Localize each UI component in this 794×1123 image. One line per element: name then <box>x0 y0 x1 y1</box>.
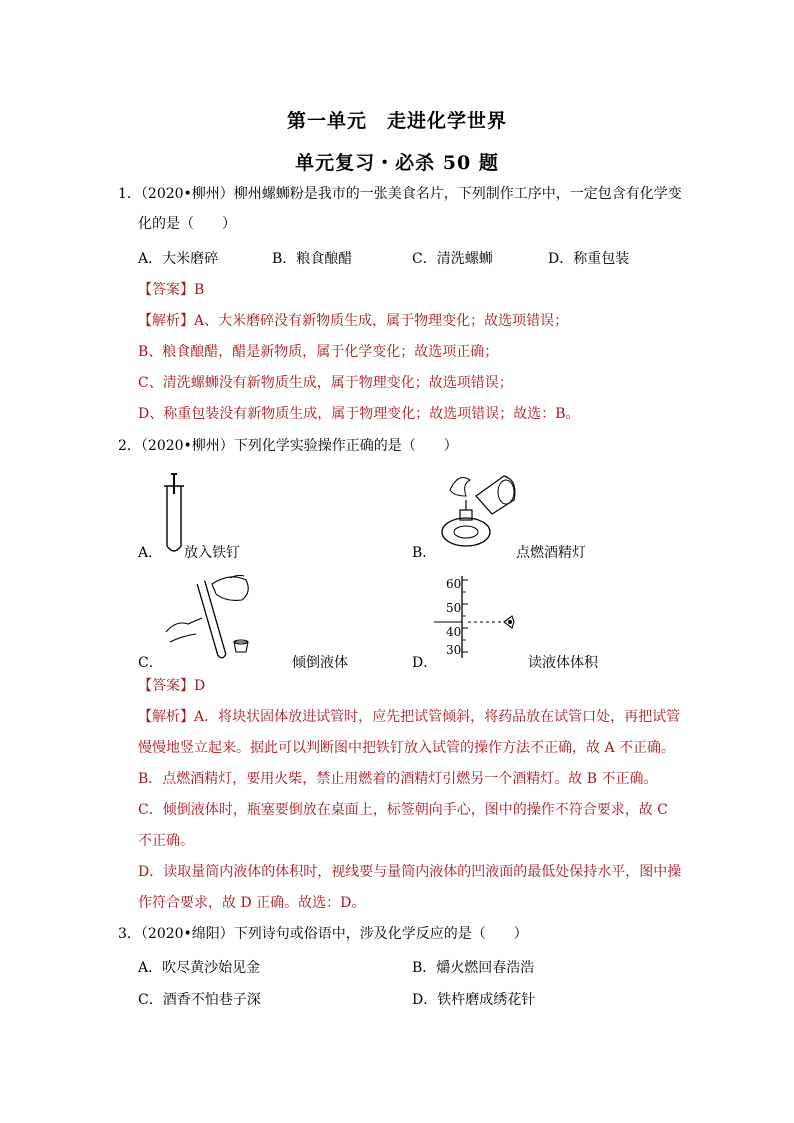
q3-stem: 3．（2020•绵阳）下列诗句或俗语中，涉及化学反应的是（ ） <box>118 926 528 942</box>
q2-option-b-caption: 点燃酒精灯 <box>516 545 586 561</box>
q2-analysis-line1: 【解析】A．将块状固体放进试管时，应先把试管倾斜，将药品放在试管口处，再把试管 <box>138 709 681 725</box>
q3-option-a: A．吹尽黄沙始见金 <box>138 960 261 976</box>
q1-stem-line2: 化的是（ ） <box>138 216 236 232</box>
alcohol-lamp-figure <box>436 470 526 554</box>
q1-stem-line1: 1．（2020•柳州）柳州螺蛳粉是我市的一张美食名片，下列制作工序中，一定包含有化学变 <box>118 186 682 202</box>
q2-option-c-caption: 倾倒液体 <box>292 655 348 671</box>
q1-option-a: A．大米磨碎 <box>138 251 219 267</box>
cylinder-tick-50: 50 <box>446 601 462 615</box>
q2-option-a-letter: A． <box>138 545 163 561</box>
pouring-liquid-figure <box>160 572 260 664</box>
q1-option-c: C．清洗螺蛳 <box>412 251 493 267</box>
q2-option-d-letter: D． <box>412 655 438 671</box>
q1-analysis-line2: B、粮食酿醋，醋是新物质，属于化学变化；故选项正确； <box>138 344 499 360</box>
q3-option-b: B．爝火燃回春浩浩 <box>412 960 535 976</box>
q2-analysis-line5: 不正确。 <box>138 833 194 849</box>
q1-answer: 【答案】B <box>138 282 205 298</box>
q2-option-a-caption: 放入铁钉 <box>184 545 240 561</box>
q2-option-b-letter: B． <box>412 545 437 561</box>
q2-analysis-line7: 作符合要求，故 D 正确。故选：D。 <box>138 895 366 911</box>
q2-analysis-line4: C．倾倒液体时，瓶塞要倒放在桌面上，标签朝向手心，图中的操作不符合要求，故 C <box>138 802 668 818</box>
q2-answer: 【答案】D <box>138 678 206 694</box>
q3-option-d: D．铁杵磨成绣花针 <box>412 992 536 1008</box>
q1-analysis-line3: C、清洗螺蛳没有新物质生成，属于物理变化；故选项错误； <box>138 375 513 391</box>
q2-option-c-letter: C． <box>138 655 163 671</box>
q1-option-d: D．称重包装 <box>548 251 630 267</box>
q2-analysis-line2: 慢慢地竖立起来。据此可以判断图中把铁钉放入试管的操作方法不正确，故 A 不正确。 <box>138 740 676 756</box>
q2-analysis-line6: D．读取量筒内液体的体积时，视线要与量筒内液体的凹液面的最低处保持水平，图中操 <box>138 864 682 880</box>
q2-option-d-caption: 读液体体积 <box>528 655 598 671</box>
q3-option-c: C．酒香不怕巷子深 <box>138 992 261 1008</box>
q1-analysis-line1: 【解析】A、大米磨碎没有新物质生成，属于物理变化；故选项错误； <box>138 313 569 329</box>
q2-stem: 2．（2020•柳州）下列化学实验操作正确的是（ ） <box>118 438 458 454</box>
page-title: 第一单元 走进化学世界 <box>286 110 507 132</box>
q1-option-b: B．粮食酿醋 <box>272 251 353 267</box>
cylinder-tick-40: 40 <box>446 625 462 639</box>
q1-analysis-line4: D、称重包装没有新物质生成，属于物理变化；故选项错误；故选：B。 <box>138 406 580 422</box>
cylinder-tick-30: 30 <box>446 643 462 657</box>
page-subtitle: 单元复习・必杀 50 题 <box>295 152 499 174</box>
cylinder-tick-60: 60 <box>446 577 462 591</box>
q2-analysis-line3: B．点燃酒精灯，要用火柴，禁止用燃着的酒精灯引燃另一个酒精灯。故 B 不正确。 <box>138 771 658 787</box>
